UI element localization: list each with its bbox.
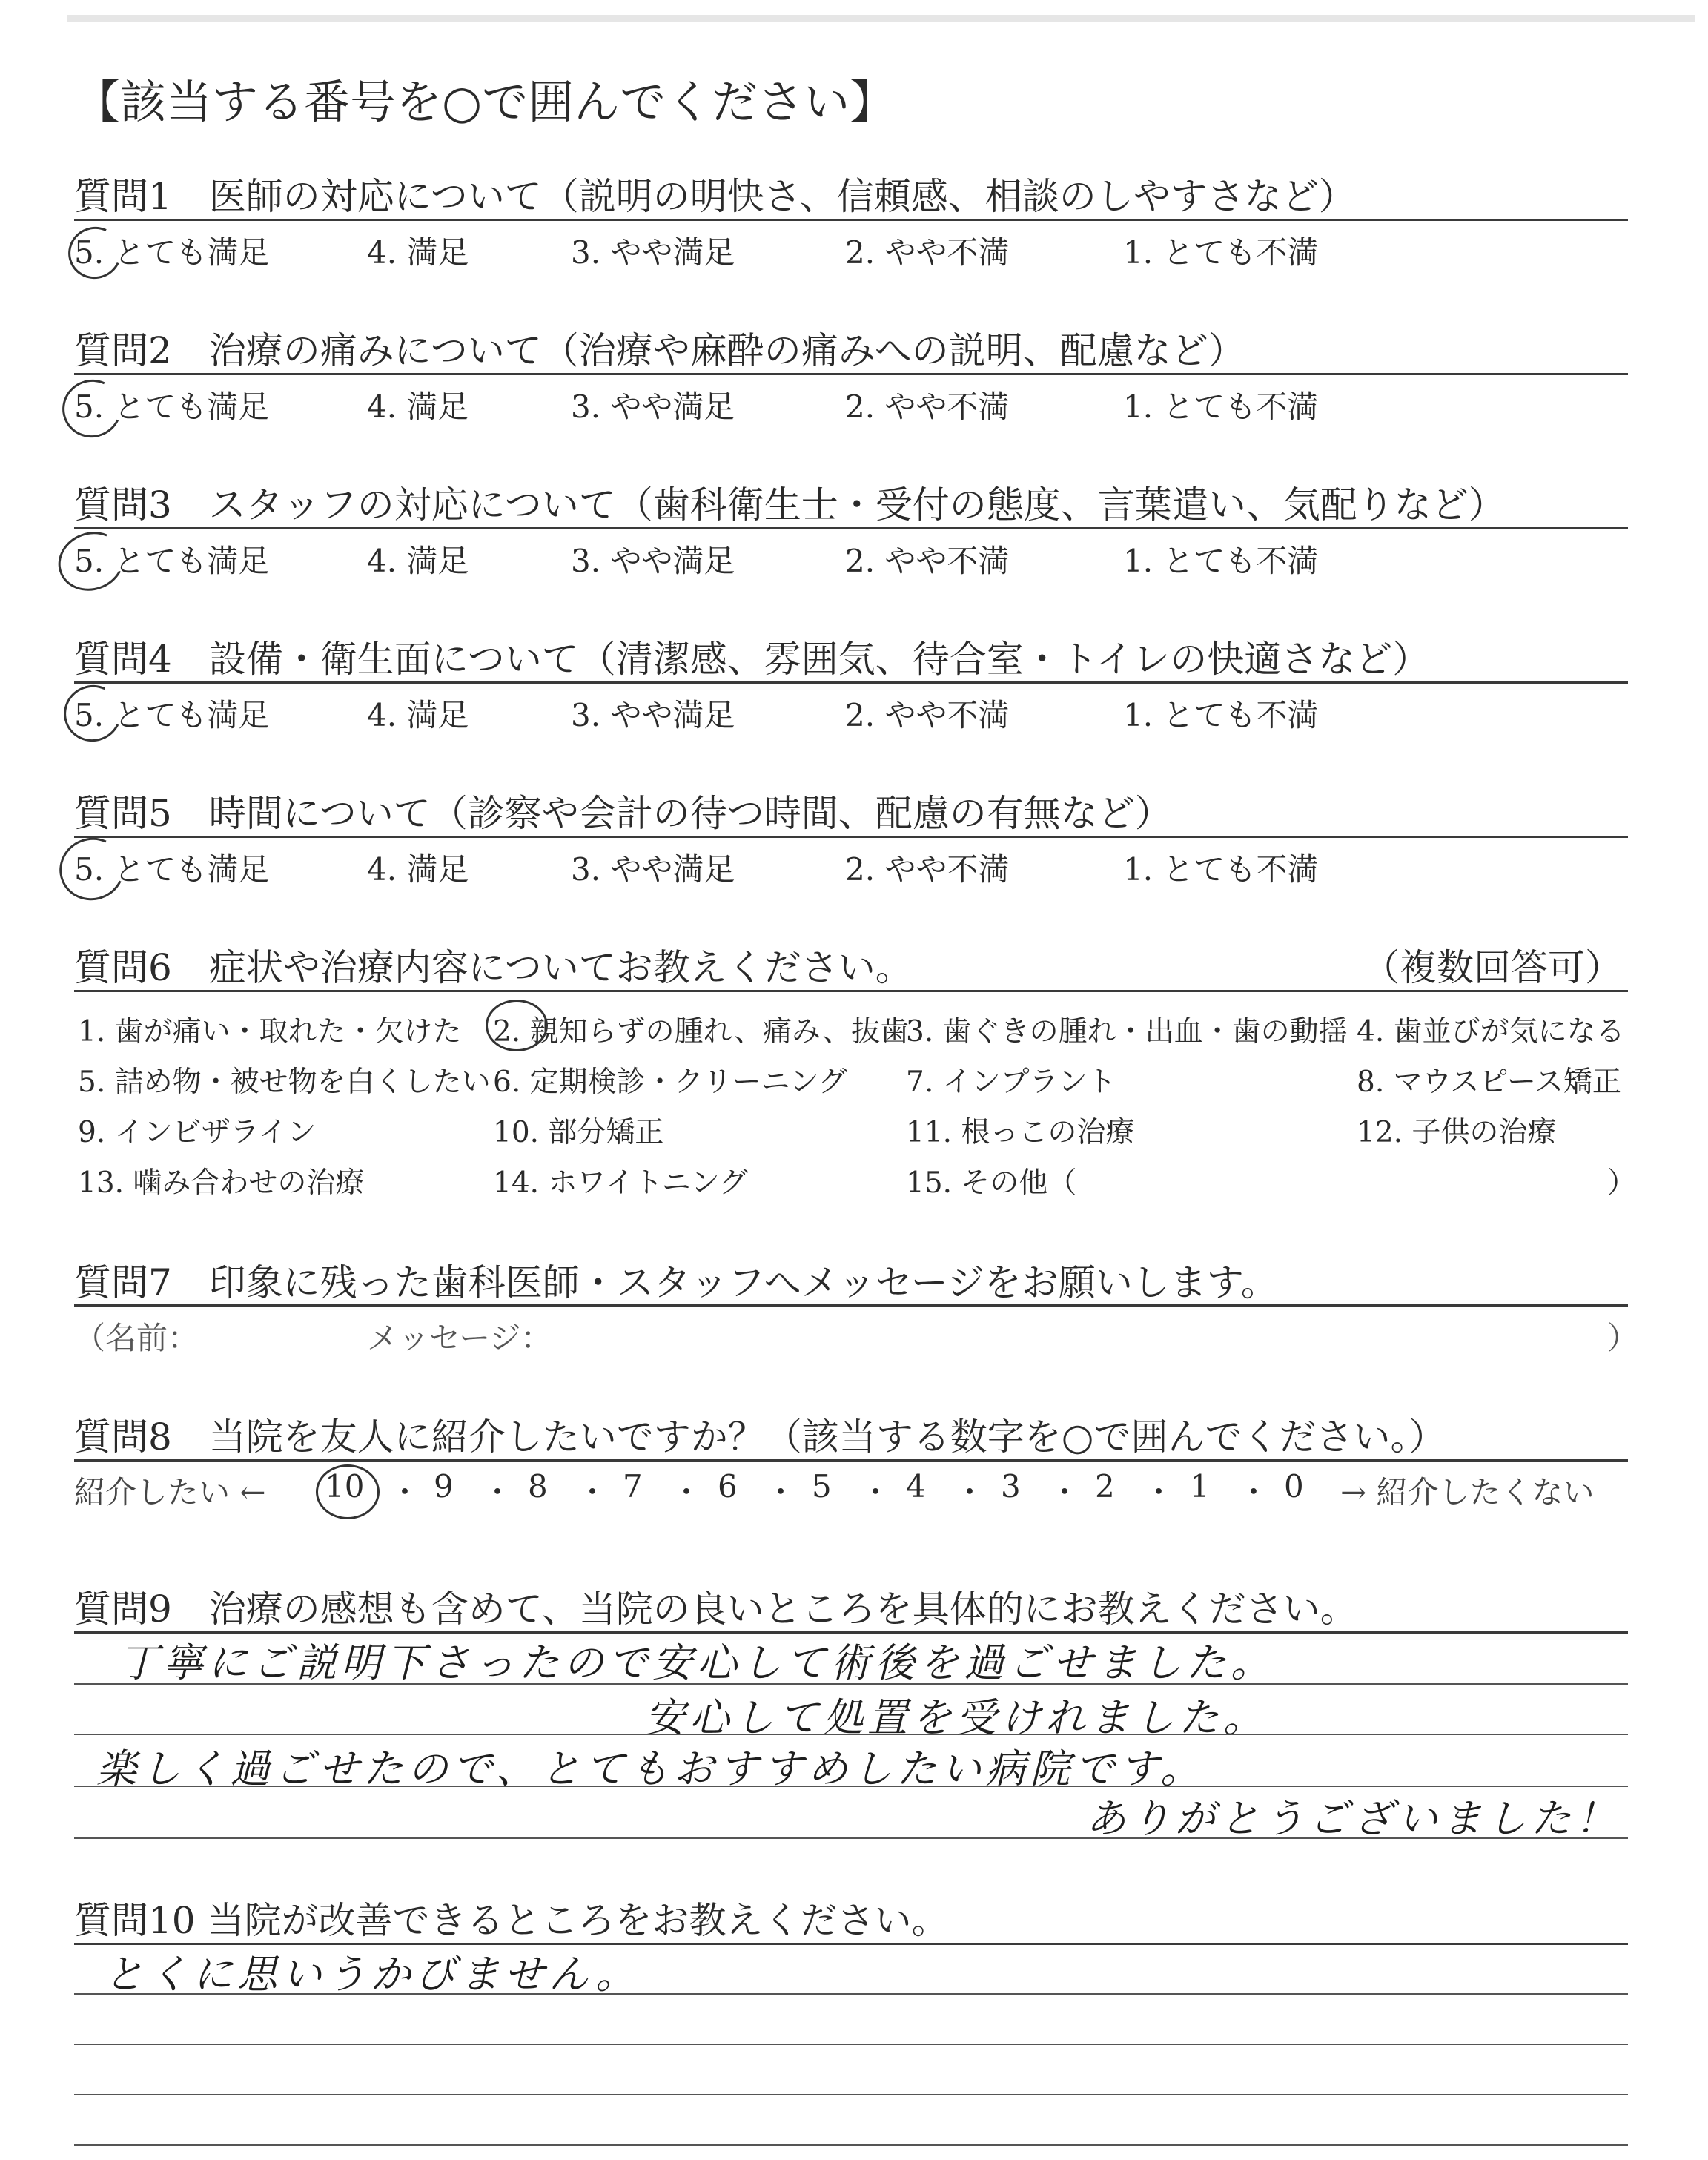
q6-option-7[interactable]: 7. インプラント: [906, 1066, 1116, 1099]
q4-option-1[interactable]: 1. とても不満: [1123, 697, 1319, 733]
q2-rule: [74, 373, 1628, 375]
q8-scale-9[interactable]: 9: [434, 1468, 454, 1505]
q9-answer-text: ありがとうございました！: [1086, 1795, 1620, 1842]
q8-scale-7[interactable]: 7: [623, 1468, 643, 1505]
q8-separator: ・: [671, 1474, 703, 1510]
q5-title: 質問5 時間について（診察や会計の待つ時間、配慮の有無など）: [74, 792, 1172, 835]
q8-selection-circle: [316, 1464, 380, 1519]
q8-separator: ・: [1143, 1474, 1175, 1510]
q9-title: 質問9 治療の感想も含めて、当院の良いところを具体的にお教えください。: [74, 1588, 1357, 1631]
q2-option-1[interactable]: 1. とても不満: [1123, 389, 1319, 425]
q4-option-3[interactable]: 3. やや満足: [571, 697, 735, 733]
q8-scale-6[interactable]: 6: [718, 1468, 738, 1505]
q8-separator: ・: [482, 1474, 514, 1510]
q7-close-paren: ）: [1607, 1320, 1639, 1356]
q2-option-5[interactable]: 5. とても満足: [74, 389, 270, 425]
q8-separator: ・: [954, 1474, 986, 1510]
q6-option-11[interactable]: 11. 根っこの治療: [906, 1116, 1135, 1149]
q6-option-6[interactable]: 6. 定期検診・クリーニング: [493, 1066, 847, 1099]
q2-option-4[interactable]: 4. 満足: [367, 389, 469, 425]
q5-rule: [74, 836, 1628, 838]
q8-scale-10[interactable]: 10: [325, 1468, 365, 1505]
q5-option-4[interactable]: 4. 満足: [367, 851, 469, 888]
q1-option-3[interactable]: 3. やや満足: [571, 234, 735, 271]
q8-separator: ・: [389, 1474, 421, 1510]
q2-title: 質問2 治療の痛みについて（治療や麻酔の痛みへの説明、配慮など）: [74, 329, 1245, 372]
q3-option-3[interactable]: 3. やや満足: [571, 543, 735, 579]
form-header: 【該当する番号を○で囲んでください】: [74, 75, 896, 129]
q6-selection-circle: [486, 1000, 548, 1051]
q7-name-label: （名前：: [74, 1320, 199, 1356]
page-top-edge: [67, 15, 1695, 22]
q10-answer-line: [74, 2144, 1628, 2146]
q3-title: 質問3 スタッフの対応について（歯科衛生士・受付の態度、言葉遣い、気配りなど）: [74, 483, 1506, 526]
q6-option-1[interactable]: 1. 歯が痛い・取れた・欠けた: [78, 1015, 462, 1048]
q6-option-4[interactable]: 4. 歯並びが気になる: [1357, 1015, 1625, 1048]
q6-option-14[interactable]: 14. ホワイトニング: [493, 1166, 748, 1200]
q8-title: 質問8 当院を友人に紹介したいですか？（該当する数字を○で囲んでください。）: [74, 1416, 1446, 1459]
q4-selection-circle: [56, 677, 129, 750]
q6-option-3[interactable]: 3. 歯ぐきの腫れ・出血・歯の動揺: [906, 1015, 1348, 1048]
q4-option-4[interactable]: 4. 満足: [367, 697, 469, 733]
q8-left-label: 紹介したい ←: [74, 1474, 266, 1510]
q8-separator: ・: [1049, 1474, 1081, 1510]
q2-option-3[interactable]: 3. やや満足: [571, 389, 735, 425]
q6-option-15-close: ）: [1607, 1166, 1637, 1200]
q5-selection-circle: [50, 828, 133, 909]
q6-option-15[interactable]: 15. その他（: [906, 1166, 1077, 1200]
q9-answer-text: 楽しく過ごせたので、とてもおすすめしたい病院です。: [96, 1745, 1205, 1792]
q10-answer-text: とくに思いうかびません。: [104, 1951, 640, 1998]
q7-rule: [74, 1304, 1628, 1307]
q7-title: 質問7 印象に残った歯科医師・スタッフへメッセージをお願いします。: [74, 1261, 1278, 1304]
q8-separator: ・: [577, 1474, 609, 1510]
q6-rule: [74, 990, 1628, 992]
q4-option-5[interactable]: 5. とても満足: [74, 697, 270, 733]
q1-rule: [74, 219, 1628, 221]
q3-rule: [74, 527, 1628, 529]
q8-separator: ・: [860, 1474, 892, 1510]
q8-scale-8[interactable]: 8: [528, 1468, 548, 1505]
q8-scale-1[interactable]: 1: [1190, 1468, 1210, 1505]
q5-option-5[interactable]: 5. とても満足: [74, 851, 270, 888]
q6-option-2[interactable]: 2. 親知らずの腫れ、痛み、抜歯: [493, 1015, 910, 1048]
q6-option-5[interactable]: 5. 詰め物・被せ物を白くしたい: [78, 1066, 491, 1099]
q6-option-10[interactable]: 10. 部分矯正: [493, 1116, 664, 1149]
q6-multiple-note: （複数回答可）: [1363, 946, 1622, 989]
q6-title: 質問6 症状や治療内容についてお教えください。: [74, 946, 913, 989]
q9-answer-text: 安心して処置を受けれました。: [645, 1694, 1268, 1741]
q5-option-1[interactable]: 1. とても不満: [1123, 851, 1319, 888]
q6-option-8[interactable]: 8. マウスピース矯正: [1357, 1066, 1621, 1099]
q1-option-1[interactable]: 1. とても不満: [1123, 234, 1319, 271]
q1-option-4[interactable]: 4. 満足: [367, 234, 469, 271]
q8-scale-4[interactable]: 4: [906, 1468, 926, 1505]
q8-scale-3[interactable]: 3: [1001, 1468, 1021, 1505]
q8-separator: ・: [765, 1474, 797, 1510]
q3-option-2[interactable]: 2. やや不満: [845, 543, 1010, 579]
q4-title: 質問4 設備・衛生面について（清潔感、雰囲気、待合室・トイレの快適さなど）: [74, 638, 1430, 681]
q3-option-1[interactable]: 1. とても不満: [1123, 543, 1319, 579]
q1-option-2[interactable]: 2. やや不満: [845, 234, 1010, 271]
q9-answer-text: 丁寧にご説明下さったので安心して術後を過ごせました。: [119, 1639, 1275, 1686]
q6-option-13[interactable]: 13. 噛み合わせの治療: [78, 1166, 365, 1200]
q7-message-label: メッセージ：: [367, 1320, 552, 1356]
q1-title: 質問1 医師の対応について（説明の明快さ、信頼感、相談のしやすさなど）: [74, 175, 1356, 218]
q8-separator: ・: [1238, 1474, 1270, 1510]
q4-option-2[interactable]: 2. やや不満: [845, 697, 1010, 733]
q8-right-label: → 紹介したくない: [1340, 1474, 1595, 1510]
q3-option-5[interactable]: 5. とても満足: [74, 543, 270, 579]
q8-scale-5[interactable]: 5: [812, 1468, 832, 1505]
q3-selection-circle: [50, 523, 132, 600]
q10-title: 質問10 当院が改善できるところをお教えください。: [74, 1899, 949, 1942]
q5-option-2[interactable]: 2. やや不満: [845, 851, 1010, 888]
q6-option-12[interactable]: 12. 子供の治療: [1357, 1116, 1557, 1149]
q1-option-5[interactable]: 5. とても満足: [74, 234, 270, 271]
q6-option-9[interactable]: 9. インビザライン: [78, 1116, 317, 1149]
q5-option-3[interactable]: 3. やや満足: [571, 851, 735, 888]
q8-scale-0[interactable]: 0: [1284, 1468, 1304, 1505]
q10-answer-line: [74, 2044, 1628, 2045]
q8-rule: [74, 1459, 1628, 1462]
q2-option-2[interactable]: 2. やや不満: [845, 389, 1010, 425]
q10-answer-line: [74, 2094, 1628, 2095]
q4-rule: [74, 681, 1628, 684]
q8-scale-2[interactable]: 2: [1095, 1468, 1115, 1505]
q3-option-4[interactable]: 4. 満足: [367, 543, 469, 579]
